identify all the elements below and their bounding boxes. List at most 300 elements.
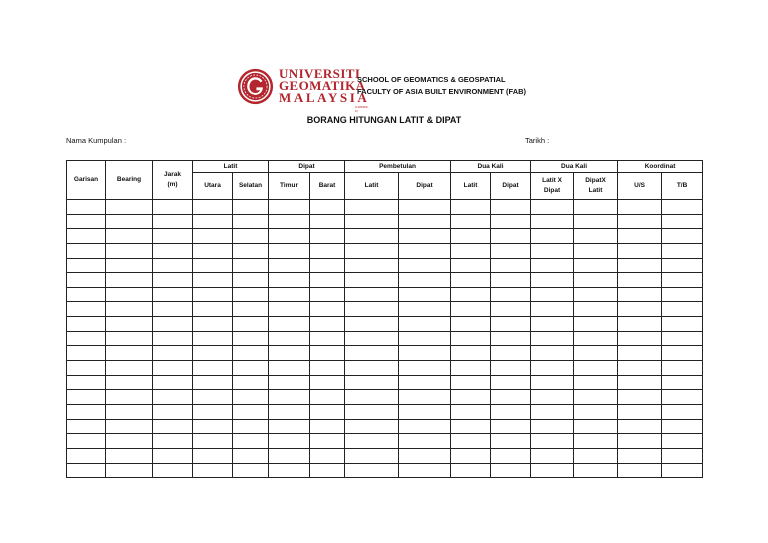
table-cell[interactable] (618, 258, 662, 273)
table-cell[interactable] (153, 346, 193, 361)
table-cell[interactable] (451, 390, 491, 405)
table-cell[interactable] (269, 287, 310, 302)
table-cell[interactable] (269, 404, 310, 419)
table-cell[interactable] (67, 331, 106, 346)
table-cell[interactable] (491, 404, 531, 419)
table-cell[interactable] (269, 419, 310, 434)
table-body (67, 200, 703, 478)
table-cell[interactable] (310, 419, 345, 434)
table-cell[interactable] (531, 317, 574, 332)
table-cell[interactable] (399, 346, 451, 361)
table-cell[interactable] (574, 273, 618, 288)
table-cell[interactable] (106, 229, 153, 244)
table-cell[interactable] (269, 214, 310, 229)
table-cell[interactable] (269, 361, 310, 376)
table-cell[interactable] (618, 302, 662, 317)
table-cell[interactable] (153, 258, 193, 273)
table-row (67, 434, 703, 449)
table-cell[interactable] (399, 214, 451, 229)
table-cell[interactable] (345, 419, 399, 434)
table-cell[interactable] (310, 331, 345, 346)
table-cell[interactable] (310, 434, 345, 449)
table-cell[interactable] (531, 229, 574, 244)
table-cell[interactable] (310, 243, 345, 258)
table-cell[interactable] (269, 302, 310, 317)
table-cell[interactable] (574, 214, 618, 229)
table-cell[interactable] (531, 331, 574, 346)
table-cell[interactable] (193, 317, 233, 332)
table-cell[interactable] (269, 258, 310, 273)
table-cell[interactable] (491, 214, 531, 229)
table-cell[interactable] (662, 448, 703, 463)
table-cell[interactable] (491, 229, 531, 244)
table-cell[interactable] (233, 331, 269, 346)
table-cell[interactable] (233, 375, 269, 390)
table-cell[interactable] (106, 419, 153, 434)
table-cell[interactable] (67, 302, 106, 317)
table-cell[interactable] (233, 258, 269, 273)
table-cell[interactable] (193, 346, 233, 361)
table-cell[interactable] (106, 214, 153, 229)
table-cell[interactable] (345, 214, 399, 229)
table-cell[interactable] (491, 317, 531, 332)
table-cell[interactable] (451, 463, 491, 478)
table-cell[interactable] (491, 361, 531, 376)
table-cell[interactable] (233, 419, 269, 434)
table-cell[interactable] (233, 287, 269, 302)
table-cell[interactable] (153, 404, 193, 419)
table-cell[interactable] (193, 361, 233, 376)
table-cell[interactable] (618, 287, 662, 302)
table-cell[interactable] (531, 419, 574, 434)
table-cell[interactable] (574, 463, 618, 478)
table-cell[interactable] (451, 214, 491, 229)
table-cell[interactable] (233, 448, 269, 463)
table-cell[interactable] (67, 229, 106, 244)
table-cell[interactable] (662, 390, 703, 405)
table-cell[interactable] (153, 243, 193, 258)
col-group-dipat: Dipat (269, 161, 345, 173)
table-cell[interactable] (618, 346, 662, 361)
table-cell[interactable] (269, 331, 310, 346)
table-cell[interactable] (574, 375, 618, 390)
table-cell[interactable] (662, 229, 703, 244)
col-pembetulan-dipat: Dipat (399, 173, 451, 200)
table-cell[interactable] (106, 375, 153, 390)
table-cell[interactable] (153, 448, 193, 463)
table-cell[interactable] (233, 229, 269, 244)
table-cell[interactable] (574, 361, 618, 376)
table-cell[interactable] (153, 287, 193, 302)
table-cell[interactable] (106, 346, 153, 361)
table-cell[interactable] (106, 200, 153, 215)
table-cell[interactable] (67, 419, 106, 434)
table-cell[interactable] (310, 463, 345, 478)
table-cell[interactable] (662, 346, 703, 361)
table-cell[interactable] (531, 243, 574, 258)
table-cell[interactable] (345, 375, 399, 390)
table-cell[interactable] (106, 258, 153, 273)
table-cell[interactable] (269, 229, 310, 244)
table-cell[interactable] (574, 404, 618, 419)
table-cell[interactable] (67, 463, 106, 478)
table-cell[interactable] (662, 273, 703, 288)
table-cell[interactable] (491, 346, 531, 361)
table-cell[interactable] (67, 434, 106, 449)
table-cell[interactable] (531, 287, 574, 302)
table-cell[interactable] (345, 434, 399, 449)
table-cell[interactable] (310, 361, 345, 376)
table-cell[interactable] (106, 273, 153, 288)
table-cell[interactable] (491, 302, 531, 317)
table-cell[interactable] (662, 317, 703, 332)
col-latit-x-dipat-line-1: Latit X (542, 177, 562, 184)
table-cell[interactable] (618, 448, 662, 463)
table-row (67, 273, 703, 288)
table-cell[interactable] (574, 448, 618, 463)
table-cell[interactable] (67, 375, 106, 390)
table-cell[interactable] (451, 200, 491, 215)
table-cell[interactable] (574, 258, 618, 273)
table-cell[interactable] (618, 243, 662, 258)
table-cell[interactable] (574, 317, 618, 332)
table-cell[interactable] (531, 448, 574, 463)
table-cell[interactable] (310, 273, 345, 288)
table-cell[interactable] (618, 361, 662, 376)
table-cell[interactable] (574, 434, 618, 449)
table-cell[interactable] (345, 346, 399, 361)
table-cell[interactable] (345, 302, 399, 317)
table-cell[interactable] (269, 390, 310, 405)
table-cell[interactable] (345, 361, 399, 376)
table-cell[interactable] (106, 287, 153, 302)
table-cell[interactable] (233, 243, 269, 258)
table-cell[interactable] (399, 200, 451, 215)
table-cell[interactable] (345, 331, 399, 346)
table-cell[interactable] (193, 404, 233, 419)
table-cell[interactable] (451, 346, 491, 361)
table-cell[interactable] (310, 287, 345, 302)
school-line-1: SCHOOL OF GEOMATICS & GEOSPATIAL (357, 75, 506, 84)
table-cell[interactable] (399, 287, 451, 302)
table-cell[interactable] (310, 229, 345, 244)
table-cell[interactable] (662, 361, 703, 376)
table-cell[interactable] (399, 404, 451, 419)
table-cell[interactable] (662, 434, 703, 449)
table-cell[interactable] (310, 375, 345, 390)
table-cell[interactable] (618, 317, 662, 332)
table-cell[interactable] (531, 273, 574, 288)
table-cell[interactable] (310, 200, 345, 215)
table-cell[interactable] (193, 273, 233, 288)
col-bearing: Bearing (106, 161, 153, 200)
table-cell[interactable] (153, 229, 193, 244)
table-cell[interactable] (233, 434, 269, 449)
table-cell[interactable] (153, 361, 193, 376)
table-cell[interactable] (67, 317, 106, 332)
table-cell[interactable] (618, 390, 662, 405)
table-cell[interactable] (193, 390, 233, 405)
table-cell[interactable] (345, 287, 399, 302)
table-cell[interactable] (662, 331, 703, 346)
table-cell[interactable] (310, 214, 345, 229)
table-cell[interactable] (531, 361, 574, 376)
table-cell[interactable] (531, 404, 574, 419)
table-cell[interactable] (233, 346, 269, 361)
table-cell[interactable] (618, 331, 662, 346)
table-cell[interactable] (345, 390, 399, 405)
table-cell[interactable] (451, 273, 491, 288)
table-cell[interactable] (153, 434, 193, 449)
table-cell[interactable] (662, 302, 703, 317)
table-cell[interactable] (153, 302, 193, 317)
table-cell[interactable] (310, 258, 345, 273)
table-cell[interactable] (662, 214, 703, 229)
table-cell[interactable] (153, 273, 193, 288)
table-cell[interactable] (531, 463, 574, 478)
table-cell[interactable] (345, 229, 399, 244)
table-cell[interactable] (193, 287, 233, 302)
table-cell[interactable] (269, 375, 310, 390)
table-cell[interactable] (193, 375, 233, 390)
table-cell[interactable] (491, 258, 531, 273)
table-cell[interactable] (153, 419, 193, 434)
table-cell[interactable] (618, 463, 662, 478)
table-cell[interactable] (491, 434, 531, 449)
table-cell[interactable] (67, 390, 106, 405)
table-row (67, 317, 703, 332)
table-cell[interactable] (193, 258, 233, 273)
table-cell[interactable] (451, 361, 491, 376)
table-cell[interactable] (574, 229, 618, 244)
table-cell[interactable] (153, 463, 193, 478)
table-cell[interactable] (662, 258, 703, 273)
table-cell[interactable] (491, 419, 531, 434)
table-cell[interactable] (491, 200, 531, 215)
table-cell[interactable] (233, 317, 269, 332)
table-cell[interactable] (193, 243, 233, 258)
table-cell[interactable] (67, 404, 106, 419)
table-cell[interactable] (662, 287, 703, 302)
table-cell[interactable] (233, 200, 269, 215)
table-cell[interactable] (451, 302, 491, 317)
table-cell[interactable] (531, 375, 574, 390)
table-cell[interactable] (233, 390, 269, 405)
table-cell[interactable] (399, 434, 451, 449)
table-cell[interactable] (618, 200, 662, 215)
table-cell[interactable] (574, 243, 618, 258)
table-cell[interactable] (67, 361, 106, 376)
table-cell[interactable] (106, 390, 153, 405)
table-cell[interactable] (153, 200, 193, 215)
col-us: U/S (618, 173, 662, 200)
table-cell[interactable] (574, 287, 618, 302)
table-cell[interactable] (574, 390, 618, 405)
table-cell[interactable] (153, 390, 193, 405)
table-cell[interactable] (233, 361, 269, 376)
table-cell[interactable] (269, 243, 310, 258)
table-cell[interactable] (451, 419, 491, 434)
table-cell[interactable] (345, 243, 399, 258)
table-cell[interactable] (491, 331, 531, 346)
table-cell[interactable] (399, 243, 451, 258)
table-cell[interactable] (451, 375, 491, 390)
table-cell[interactable] (399, 273, 451, 288)
table-cell[interactable] (193, 229, 233, 244)
table-cell[interactable] (310, 390, 345, 405)
table-cell[interactable] (662, 200, 703, 215)
table-cell[interactable] (193, 448, 233, 463)
table-cell[interactable] (345, 258, 399, 273)
table-cell[interactable] (193, 200, 233, 215)
table-cell[interactable] (662, 419, 703, 434)
table-cell[interactable] (67, 243, 106, 258)
table-cell[interactable] (531, 390, 574, 405)
table-cell[interactable] (574, 331, 618, 346)
table-cell[interactable] (310, 448, 345, 463)
table-cell[interactable] (618, 434, 662, 449)
table-cell[interactable] (618, 419, 662, 434)
table-cell[interactable] (662, 404, 703, 419)
table-cell[interactable] (193, 419, 233, 434)
table-cell[interactable] (67, 258, 106, 273)
table-cell[interactable] (310, 346, 345, 361)
table-cell[interactable] (67, 287, 106, 302)
table-cell[interactable] (618, 375, 662, 390)
table-cell[interactable] (269, 463, 310, 478)
table-cell[interactable] (153, 317, 193, 332)
table-cell[interactable] (399, 229, 451, 244)
table-cell[interactable] (193, 302, 233, 317)
table-cell[interactable] (67, 346, 106, 361)
table-cell[interactable] (574, 346, 618, 361)
table-cell[interactable] (399, 448, 451, 463)
table-cell[interactable] (399, 463, 451, 478)
computation-table (66, 160, 703, 478)
table-cell[interactable] (106, 331, 153, 346)
table-cell[interactable] (574, 200, 618, 215)
table-cell[interactable] (399, 361, 451, 376)
table-cell[interactable] (451, 331, 491, 346)
table-cell[interactable] (662, 243, 703, 258)
table-cell[interactable] (233, 273, 269, 288)
table-cell[interactable] (345, 200, 399, 215)
table-cell[interactable] (345, 463, 399, 478)
table-cell[interactable] (310, 302, 345, 317)
table-cell[interactable] (233, 214, 269, 229)
table-cell[interactable] (531, 346, 574, 361)
table-cell[interactable] (399, 317, 451, 332)
table-cell[interactable] (67, 273, 106, 288)
table-cell[interactable] (106, 243, 153, 258)
table-cell[interactable] (618, 214, 662, 229)
table-cell[interactable] (399, 258, 451, 273)
table-cell[interactable] (618, 404, 662, 419)
table-cell[interactable] (233, 463, 269, 478)
table-cell[interactable] (451, 317, 491, 332)
table-cell[interactable] (531, 302, 574, 317)
col-group-koordinat: Koordinat (618, 161, 703, 173)
table-cell[interactable] (491, 287, 531, 302)
table-cell[interactable] (451, 404, 491, 419)
table-cell[interactable] (531, 214, 574, 229)
table-cell[interactable] (618, 229, 662, 244)
table-cell[interactable] (67, 200, 106, 215)
table-cell[interactable] (399, 390, 451, 405)
table-cell[interactable] (451, 229, 491, 244)
table-cell[interactable] (491, 243, 531, 258)
table-cell[interactable] (269, 317, 310, 332)
table-cell[interactable] (193, 434, 233, 449)
table-cell[interactable] (451, 434, 491, 449)
table-cell[interactable] (106, 361, 153, 376)
table-cell[interactable] (618, 273, 662, 288)
table-cell[interactable] (662, 463, 703, 478)
col-dua-kali-latit: Latit (451, 173, 491, 200)
table-cell[interactable] (399, 375, 451, 390)
table-cell[interactable] (451, 448, 491, 463)
table-cell[interactable] (399, 419, 451, 434)
table-cell[interactable] (491, 463, 531, 478)
table-cell[interactable] (193, 214, 233, 229)
table-cell[interactable] (451, 287, 491, 302)
table-cell[interactable] (193, 463, 233, 478)
table-cell[interactable] (153, 214, 193, 229)
table-cell[interactable] (531, 434, 574, 449)
table-cell[interactable] (106, 302, 153, 317)
table-cell[interactable] (662, 375, 703, 390)
table-cell[interactable] (67, 448, 106, 463)
col-jarak-line-1: Jarak (164, 171, 181, 178)
table-cell[interactable] (574, 302, 618, 317)
table-cell[interactable] (106, 434, 153, 449)
table-cell[interactable] (153, 375, 193, 390)
table-cell[interactable] (345, 273, 399, 288)
table-cell[interactable] (233, 302, 269, 317)
table-cell[interactable] (269, 200, 310, 215)
table-cell[interactable] (345, 404, 399, 419)
table-cell[interactable] (106, 448, 153, 463)
table-cell[interactable] (451, 258, 491, 273)
table-cell[interactable] (269, 273, 310, 288)
table-cell[interactable] (574, 419, 618, 434)
table-cell[interactable] (531, 258, 574, 273)
university-registration: (1189369-K) (355, 105, 369, 113)
table-cell[interactable] (491, 375, 531, 390)
table-cell[interactable] (269, 346, 310, 361)
table-cell[interactable] (106, 463, 153, 478)
table-cell[interactable] (451, 243, 491, 258)
table-cell[interactable] (269, 434, 310, 449)
table-cell[interactable] (491, 390, 531, 405)
table-cell[interactable] (153, 331, 193, 346)
table-cell[interactable] (106, 404, 153, 419)
table-cell[interactable] (269, 448, 310, 463)
table-cell[interactable] (310, 404, 345, 419)
table-cell[interactable] (491, 273, 531, 288)
table-cell[interactable] (193, 331, 233, 346)
table-cell[interactable] (67, 214, 106, 229)
table-cell[interactable] (491, 448, 531, 463)
table-cell[interactable] (345, 448, 399, 463)
table-cell[interactable] (399, 331, 451, 346)
table-cell[interactable] (106, 317, 153, 332)
table-cell[interactable] (233, 404, 269, 419)
table-cell[interactable] (399, 302, 451, 317)
table-cell[interactable] (531, 200, 574, 215)
table-cell[interactable] (345, 317, 399, 332)
table-cell[interactable] (310, 317, 345, 332)
